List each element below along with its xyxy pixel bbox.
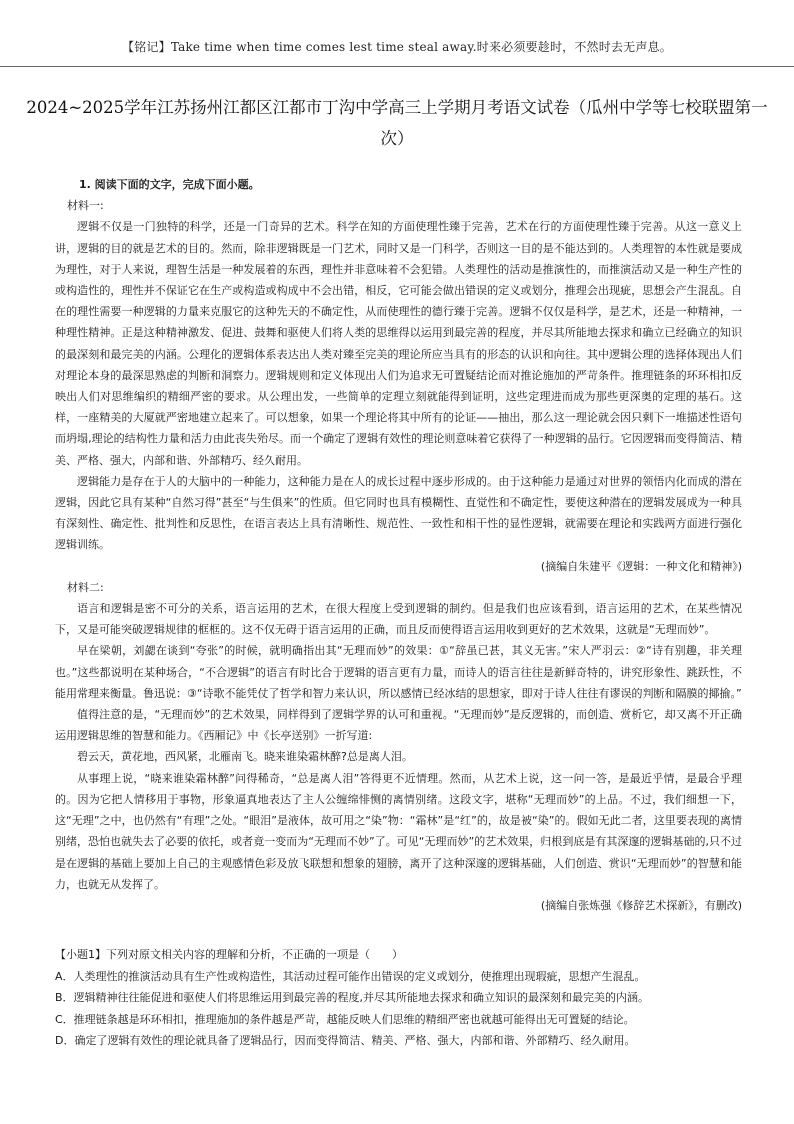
option-c[interactable]: C．推理链条越是环环相扣，推理施加的条件越是严苛，越能反映人们思维的精细严密也就越可能得出无可置疑的结论。 <box>55 1012 635 1026</box>
material-1-paragraph: 逻辑能力是存在于人的大脑中的一种能力，这种能力是在人的成长过程中逐步形成的。由于这种能力是通过对世界的领悟内化而成的潜在逻辑，因此它具有某种“自然习得”甚至“与生俱来”的性质。但它同时也具有模糊性、直觉性和不确定性，要使这种潜在的逻辑发展成为一种具有深刻性、确定性、批判性和反思性，在语言表达上具有清晰性、规范性、一致性和相干性的显性逻辑，就需要在理论和实践两方面进行强化逻辑训练。 <box>55 474 742 552</box>
material-2-label: 材料二: <box>67 580 104 594</box>
reading-passage <box>55 174 742 916</box>
material-1-source: (摘编自朱建平《逻辑：一种文化和精神》) <box>540 559 742 573</box>
material-1-label: 材料一: <box>67 199 104 213</box>
material-1-paragraph: 逻辑不仅是一门独特的科学，还是一门奇异的艺术。科学在知的方面使理性臻于完善，艺术在行的方面使理性臻于完善。从这一意义上讲，逻辑的目的就是艺术的目的。然而，除非逻辑既是一门艺术，同时又是一门科学，否则这一目的是不能达到的。人类理智的本性就是要成为理性，对于人来说，理智生活是一种发展着的东西，理性并非意味着不会犯错。人类理性的活动是推演性的，而推演活动又是一种生产性的或构造性的，理性并不保证它在生产或构造或构成中不会出错，相反，它可能会做出错误的定义或划分，推理会出现疵，思想会产生混乱。自在的理性需要一种逻辑的力量来克服它的这种先天的不确定性，从而使理性的德行臻于完善。逻辑不仅仅是科学，是艺术，还是一种精神，一种理性精神。正是这种精神激发、促进、鼓舞和驱使人们将人类的思维得以运用到最完善的程度，并尽其所能地去探求和确立已经确立的知识的最深刻和最完美的内涵。公理化的逻辑体系表达出人类对臻至完美的理论所应当具有的形态的认识和向往。其中逻辑公理的选择体现出人们对理论本身的最深思熟虑的判断和洞察力。逻辑规则和定义体现出人们为追求无可置疑结论而对推论施加的严苛条件。推理链条的环环相扣反映出人们对思维编织的精细严密的要求。从公理出发，一些简单的定理立刻就能得到证明，这些定理进而成为那些更深奥的定理的基石。这样，一座精美的大厦就严密地建立起来了。可以想象，如果一个理论将其中所有的论证——抽出，那么这一理论就会因只剩下一堆描述性语句而坍塌,理论的结构性力量和活力由此丧失殆尽。而一个确定了逻辑有效性的理论则意味着它获得了一种逻辑的品行。它因逻辑而变得简洁、精美、严格、强大，内部和谐、外部精巧、经久耐用。 <box>55 220 742 467</box>
material-2-paragraph: 从事理上说，“晓来谁染霜林醉”问得稀奇，“总是离人泪”答得更不近情理。然而，从艺术上说，这一问一答，是最近乎情，是最合乎理的。因为它把人情移用于事物，形象逼真地表达了主人公缠绵悱恻的离情别绪。这段文字，堪称“无理而妙”的上品。不过，我们细想一下，这“无理”之中，也仍然有“有理”之处。“眼泪”是液体，故可用之“染”物：“霜林”是“红”的，故是被“染”的。假如无此二者，这里要表现的离情别绪，恐怕也就失去了必要的依托，或者竟一变而为“无理而不妙”了。可见“无理而妙”的艺术效果，归根到底是有其深邃的逻辑基础的,只不过是在逻辑的基础上要加上自己的主观感情色彩及放飞联想和想象的翅膀，离开了这种深邃的逻辑基础，人们创造、赏识“无理而妙”的智慧和能力，也就无从发挥了。 <box>55 771 742 891</box>
option-a[interactable]: A．人类理性的推演活动具有生产性或构造性，其活动过程可能作出错误的定义或划分，使推理出现瑕疵，思想产生混乱。 <box>55 969 646 983</box>
header-divider <box>0 66 794 67</box>
subquestion-1 <box>55 944 742 1052</box>
verse-quote: 碧云天，黄花地，西风紧，北雁南飞。晓来谁染霜林醉?总是离人泪。 <box>77 750 413 764</box>
page-title: 2024~2025学年江苏扬州江都区江都市丁沟中学高三上学期月考语文试卷（瓜州中学等七校联盟第一次） <box>26 98 768 148</box>
question-heading: 1. 阅读下面的文字，完成下面小题。 <box>79 178 260 191</box>
option-d[interactable]: D．确定了逻辑有效性的理论就具备了逻辑品行，因而变得简洁、精美、严格、强大，内部和谐、外部精巧、经久耐用。 <box>55 1034 636 1048</box>
material-2-paragraph: 早在梁朝，刘勰在谈到“夸张”的时候，就明确指出其“无理而妙”的效果：①“辞虽已甚，其义无害。”宋人严羽云：②“诗有别趣，非关理也。”这些都说明在某种场合，“不合逻辑”的语言有时比合于逻辑的语言更有力量，而诗人的语言往往是新鲜奇特的，讲究形象性、跳跃性，不能用常理来衡量。鲁迅说：③“诗歌不能凭仗了哲学和智力来认识，所以感情已经冰结的思想家，即对于诗人往往有谬误的判断和隔膜的揶揄。” <box>55 644 742 700</box>
material-2-paragraph: 值得注意的是，“无理而妙”的艺术效果，同样得到了逻辑学界的认可和重视。“无理而妙”是反逻辑的，而创造、赏析它，却又离不开正确运用逻辑思维的智慧和能力。《西厢记》中《长亭送别》一折写道: <box>55 708 742 743</box>
material-2-paragraph: 语言和逻辑是密不可分的关系，语言运用的艺术，在很大程度上受到逻辑的制约。但是我们也应该看到，语言运用的艺术，在某些情况下，又是可能突破逻辑规律的框框的。这不仅无碍于语言运用的正确，而且反而使得语言运用收到更好的艺术效果，这就是“无理而妙”。 <box>55 602 742 637</box>
option-b[interactable]: B．逻辑精神往往能促进和驱使人们将思维运用到最完善的程度,并尽其所能地去探求和确立知识的最深刻和最完美的内涵。 <box>55 991 650 1005</box>
page-motto: 【铭记】Take time when time comes lest time steal away.时来必须要趁时，不然时去无声息。 <box>122 40 672 54</box>
material-2-source: (摘编自张炼强《修辞艺术探新》，有删改) <box>540 898 742 912</box>
subquestion-stem: 【小题1】下列对原文相关内容的理解和分析，不正确的一项是（ ） <box>55 948 403 961</box>
